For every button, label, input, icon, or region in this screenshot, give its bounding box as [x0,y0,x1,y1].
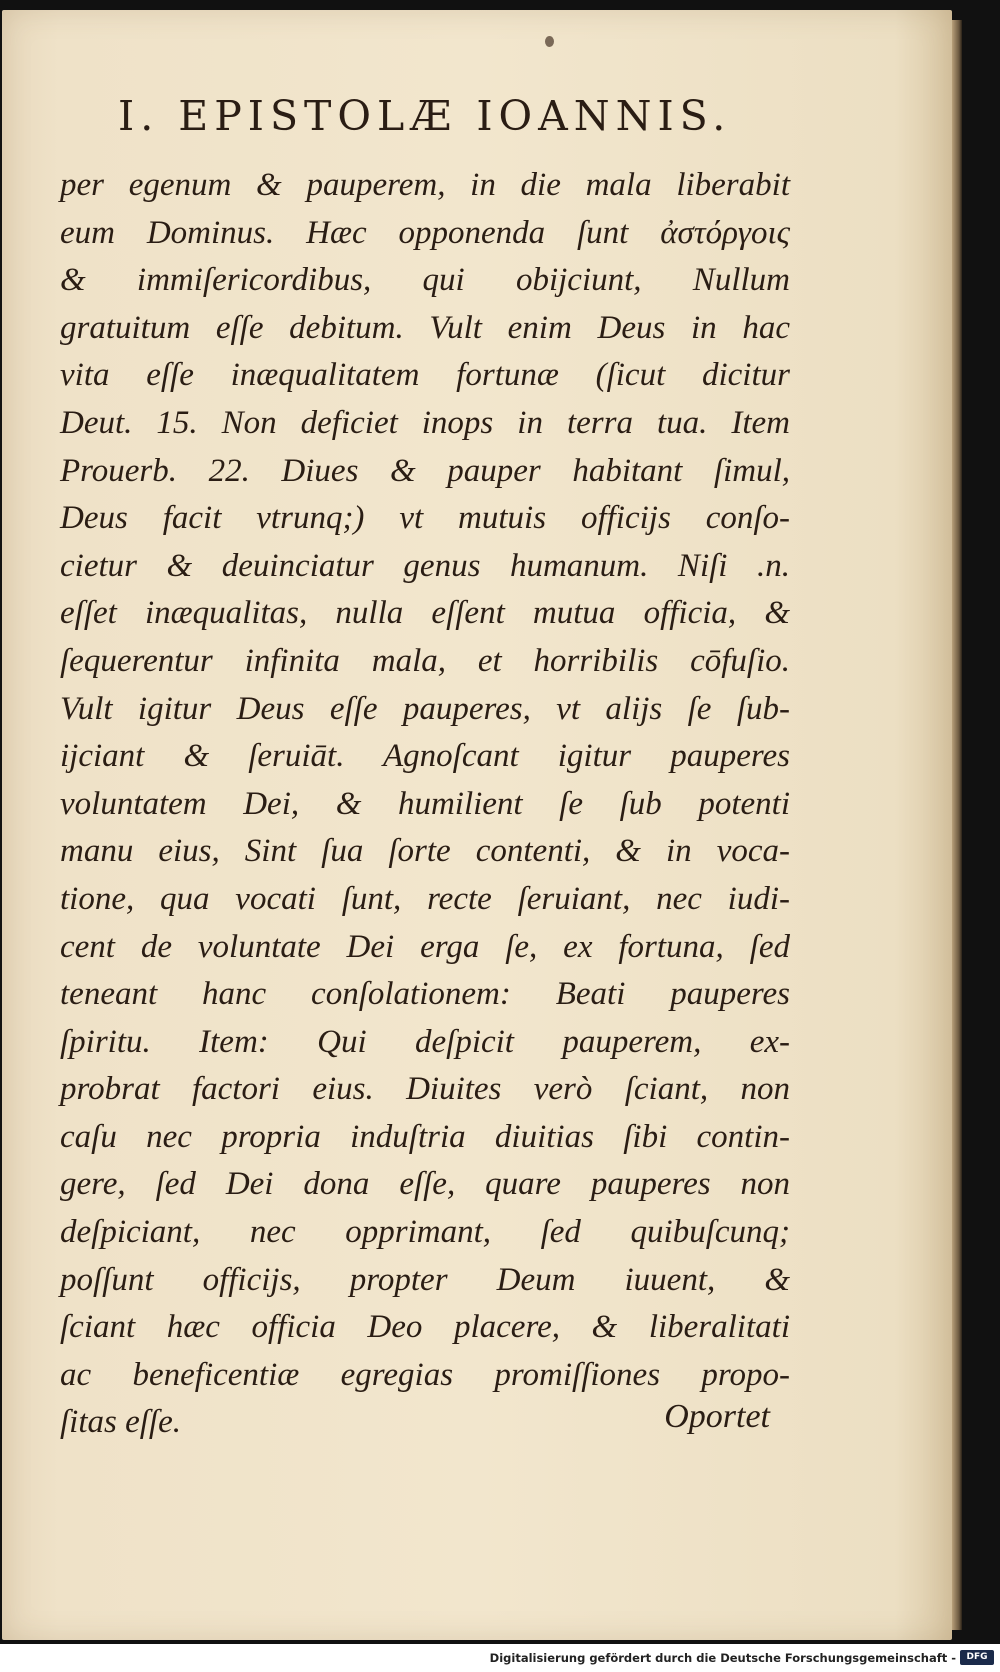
catchword: Oportet [664,1398,770,1435]
text-line: Deut. 15. Non deficiet inops in terra tua. Item [60,404,790,441]
text-line: vita eſſe inæqualitatem fortunæ (ſicut dicitur [60,357,790,394]
text-line: ſpiritu. Item: Qui deſpicit pauperem, ex- [60,1023,790,1060]
text-line: ſequerentur infinita mala, et horribilis cōfuſio. [60,642,790,679]
text-line: ſitas eſſe. [60,1404,181,1441]
text-line: ac beneficentiæ egregias promiſſiones propo- [60,1356,790,1393]
text-line: tione, qua vocati ſunt, recte ſeruiant, nec iudi- [60,880,790,917]
page-edge [952,20,962,1630]
text-line: eum Dominus. Hæc opponenda ſunt ἀστόργοις [60,214,790,251]
ink-spot [545,36,554,47]
text-line: probrat factori eius. Diuites verò ſciant, non [60,1071,790,1108]
text-line: per egenum & pauperem, in die mala liberabit [60,167,790,203]
text-line: poſſunt officijs, propter Deum iuuent, & [60,1261,790,1298]
text-line: & immiſericordibus, qui obijciunt, Nullum [60,262,790,299]
body-text [60,162,790,1447]
text-line: caſu nec propria induſtria diuitias ſibi contin- [60,1118,790,1155]
funding-credit: Digitalisierung gefördert durch die Deutsche Forschungsgemeinschaft - [489,1651,956,1665]
text-line: cent de voluntate Dei erga ſe, ex fortuna, ſed [60,928,790,965]
text-line: deſpiciant, nec opprimant, ſed quibuſcunq; [60,1214,790,1251]
text-line: gere, ſed Dei dona eſſe, quare pauperes non [60,1166,790,1203]
text-line: Vult igitur Deus eſſe pauperes, vt alijs ſe ſub- [60,690,790,727]
running-head: I. EPISTOLÆ IOANNIS. [118,92,732,140]
text-line: eſſet inæqualitas, nulla eſſent mutua officia, & [60,595,790,632]
footer-bar [0,1644,1000,1672]
dfg-logo: DFG [960,1650,994,1665]
text-line: manu eius, Sint ſua ſorte contenti, & in voca- [60,833,790,870]
text-line: ijciant & ſeruiāt. Agnoſcant igitur pauperes [60,738,790,775]
text-line: gratuitum eſſe debitum. Vult enim Deus in hac [60,309,790,346]
text-line: Prouerb. 22. Diues & pauper habitant ſimul, [60,452,790,489]
text-line: ſciant hæc officia Deo placere, & liberalitati [60,1309,790,1346]
text-line: Deus facit vtrunq;) vt mutuis officijs conſo- [60,500,790,537]
text-line: voluntatem Dei, & humilient ſe ſub potenti [60,785,790,822]
text-line: cietur & deuinciatur genus humanum. Niſi .n. [60,547,790,584]
text-line: teneant hanc conſolationem: Beati pauperes [60,976,790,1013]
